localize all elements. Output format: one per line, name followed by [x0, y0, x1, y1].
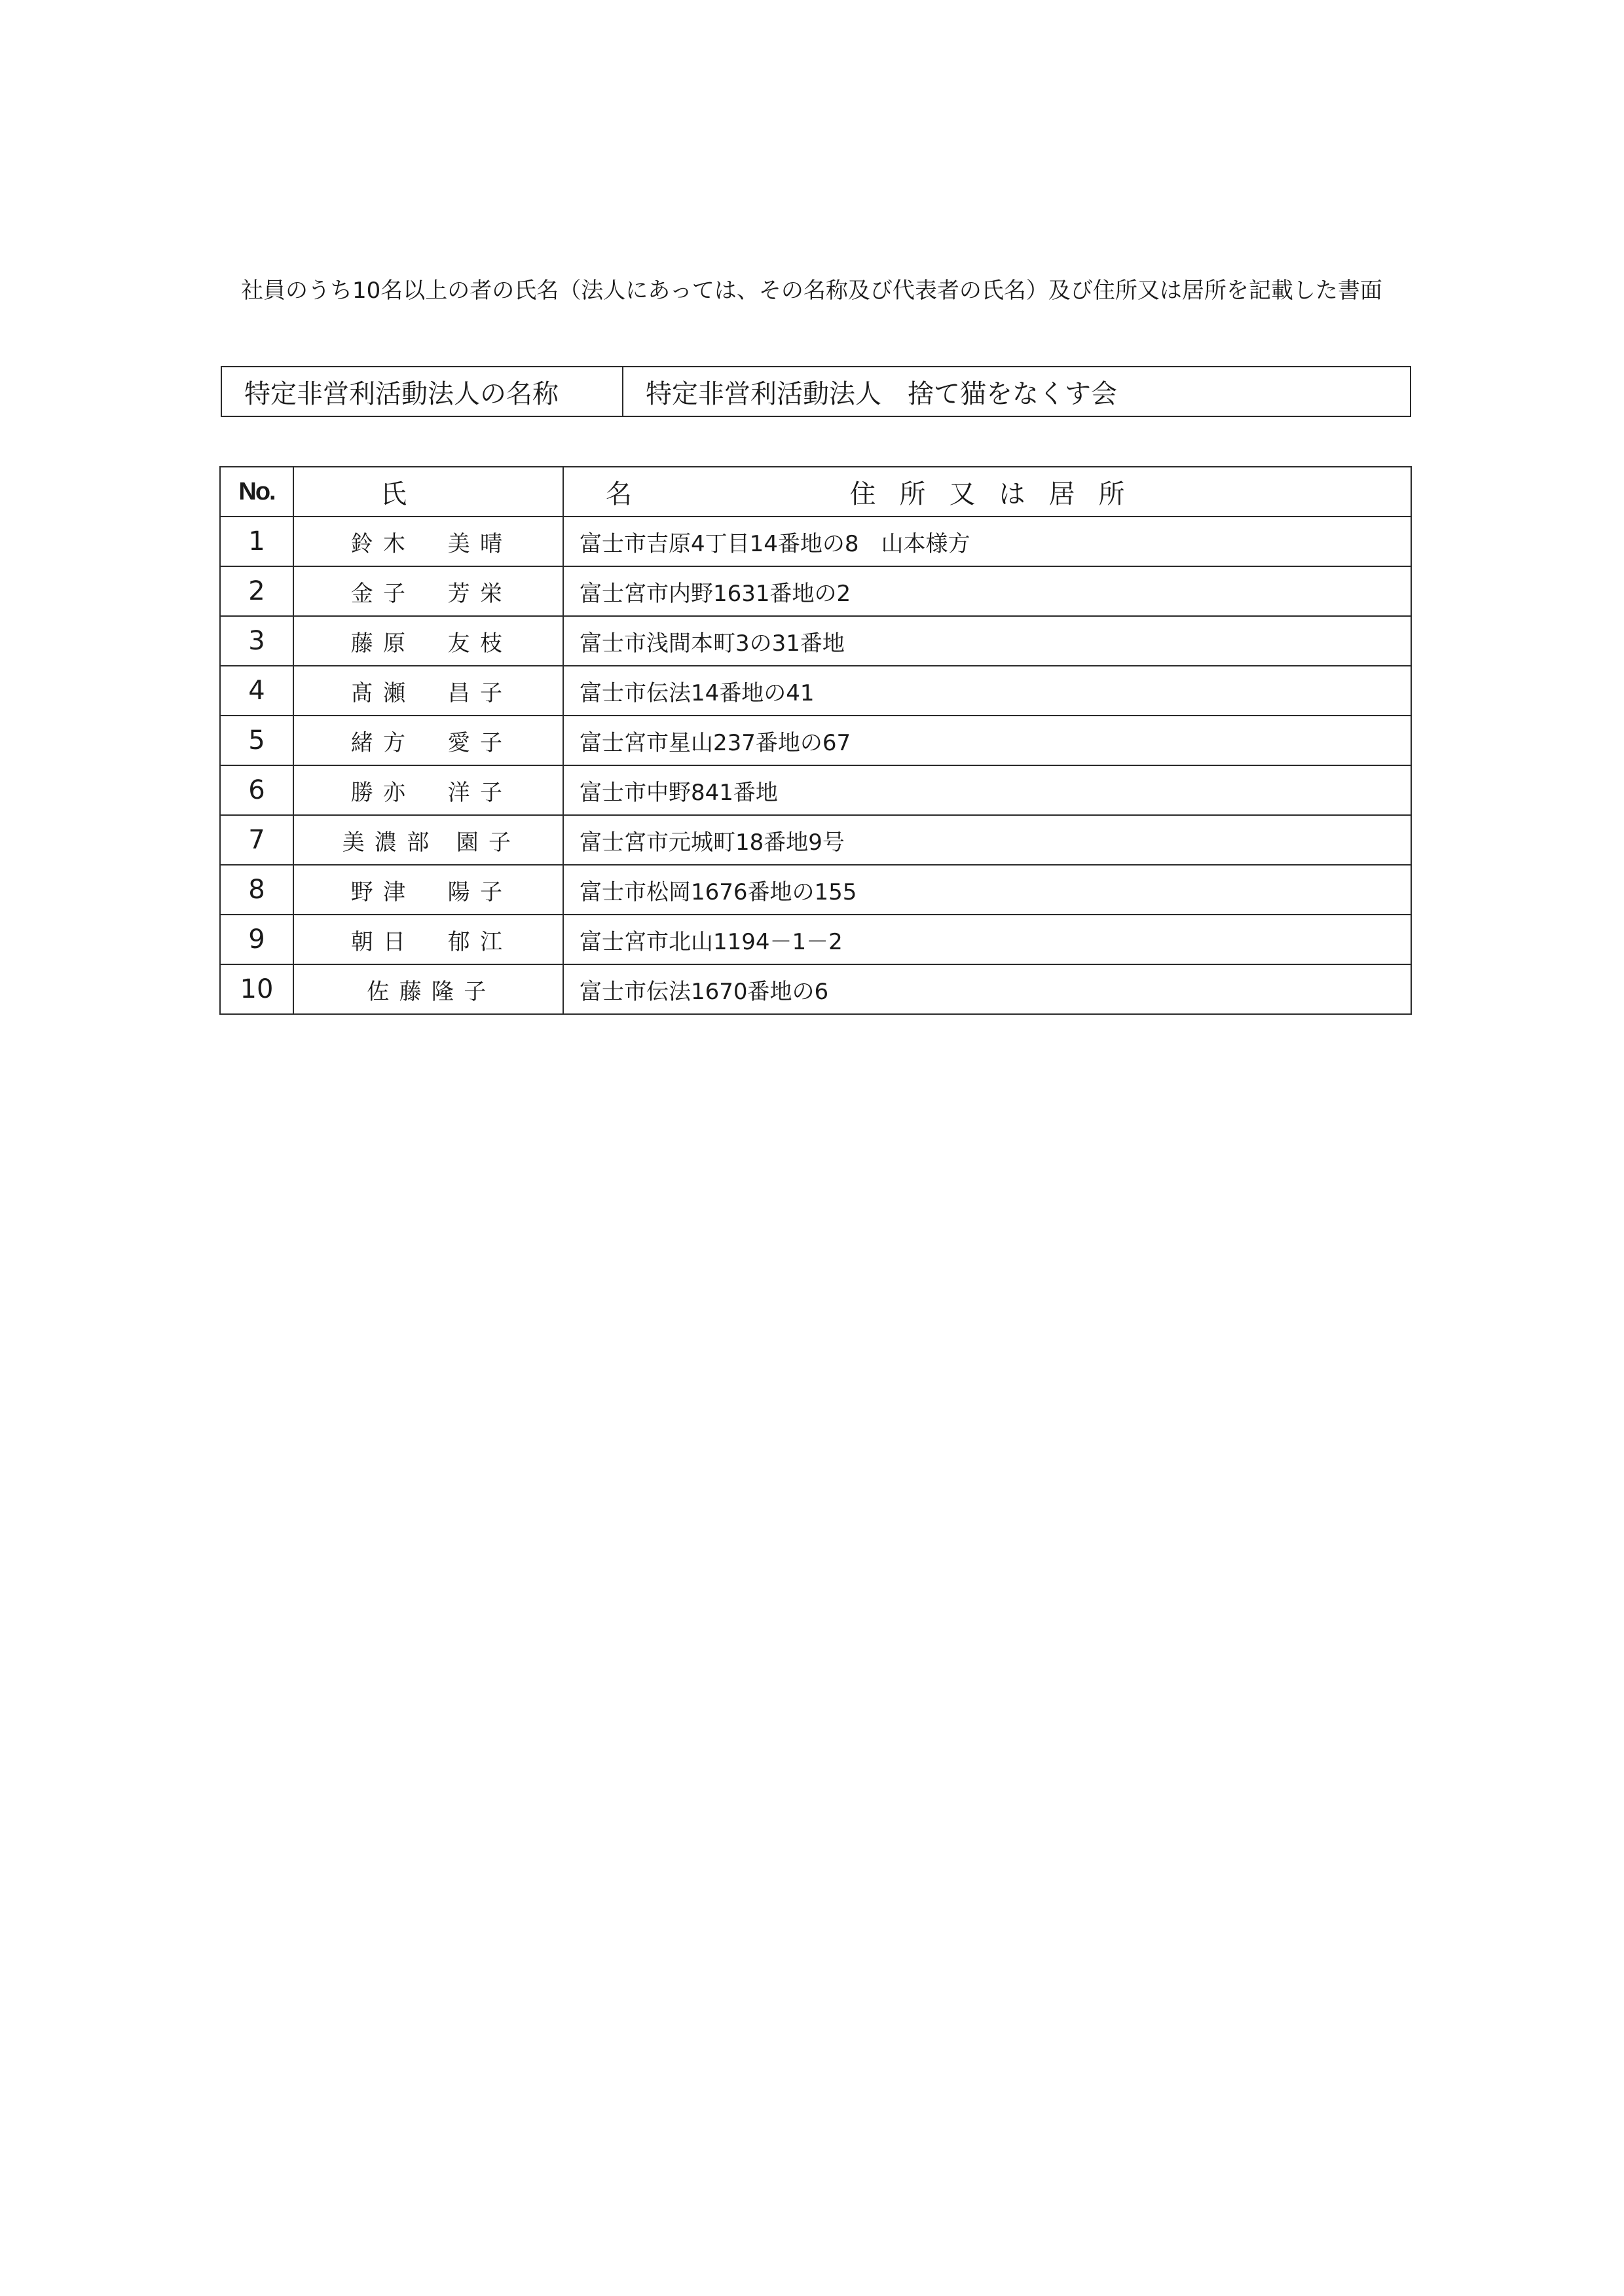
- table-row: [220, 765, 1411, 815]
- row-name: 朝日 郁江: [293, 915, 563, 964]
- table-row: [220, 964, 1411, 1014]
- row-address: 富士市伝法1670番地の6: [563, 964, 1411, 1014]
- row-address: 富士宮市北山1194－1－2: [563, 915, 1411, 964]
- organization-row: [221, 367, 1411, 416]
- table-row: [220, 666, 1411, 716]
- row-no: 9: [220, 915, 293, 964]
- row-no: 8: [220, 865, 293, 915]
- header-no: No.: [220, 467, 293, 517]
- header-address: 住所又は居所: [563, 467, 1411, 517]
- row-name: 緒方 愛子: [293, 716, 563, 765]
- table-row: [220, 616, 1411, 666]
- table-row: [220, 716, 1411, 765]
- row-no: 6: [220, 765, 293, 815]
- row-name: 鈴木 美晴: [293, 517, 563, 566]
- row-address: 富士市吉原4丁目14番地の8 山本様方: [563, 517, 1411, 566]
- row-address: 富士宮市内野1631番地の2: [563, 566, 1411, 616]
- table-row: [220, 566, 1411, 616]
- row-name: 勝亦 洋子: [293, 765, 563, 815]
- row-no: 5: [220, 716, 293, 765]
- row-name: 野津 陽子: [293, 865, 563, 915]
- members-table: [219, 466, 1412, 1015]
- row-name: 髙瀬 昌子: [293, 666, 563, 716]
- row-address: 富士宮市元城町18番地9号: [563, 815, 1411, 865]
- table-row: [220, 517, 1411, 566]
- row-address: 富士市浅間本町3の31番地: [563, 616, 1411, 666]
- members-header-row: [220, 467, 1411, 517]
- row-address: 富士市中野841番地: [563, 765, 1411, 815]
- row-no: 3: [220, 616, 293, 666]
- document-heading: 社員のうち10名以上の者の氏名（法人にあっては、その名称及び代表者の氏名）及び住所又は居所を記載した書面: [241, 278, 1382, 304]
- row-address: 富士市松岡1676番地の155: [563, 865, 1411, 915]
- organization-label: 特定非営利活動法人の名称: [221, 367, 623, 416]
- row-name: 美濃部 園子: [293, 815, 563, 865]
- row-name: 佐藤隆子: [293, 964, 563, 1014]
- row-no: 2: [220, 566, 293, 616]
- row-no: 1: [220, 517, 293, 566]
- row-name: 金子 芳栄: [293, 566, 563, 616]
- row-address: 富士市伝法14番地の41: [563, 666, 1411, 716]
- header-name: 氏 名: [293, 467, 563, 517]
- organization-value: 特定非営利活動法人 捨て猫をなくす会: [623, 367, 1411, 416]
- row-no: 4: [220, 666, 293, 716]
- organization-name-table: [221, 366, 1411, 417]
- table-row: [220, 865, 1411, 915]
- row-no: 10: [220, 964, 293, 1014]
- row-address: 富士宮市星山237番地の67: [563, 716, 1411, 765]
- row-no: 7: [220, 815, 293, 865]
- table-row: [220, 815, 1411, 865]
- table-row: [220, 915, 1411, 964]
- row-name: 藤原 友枝: [293, 616, 563, 666]
